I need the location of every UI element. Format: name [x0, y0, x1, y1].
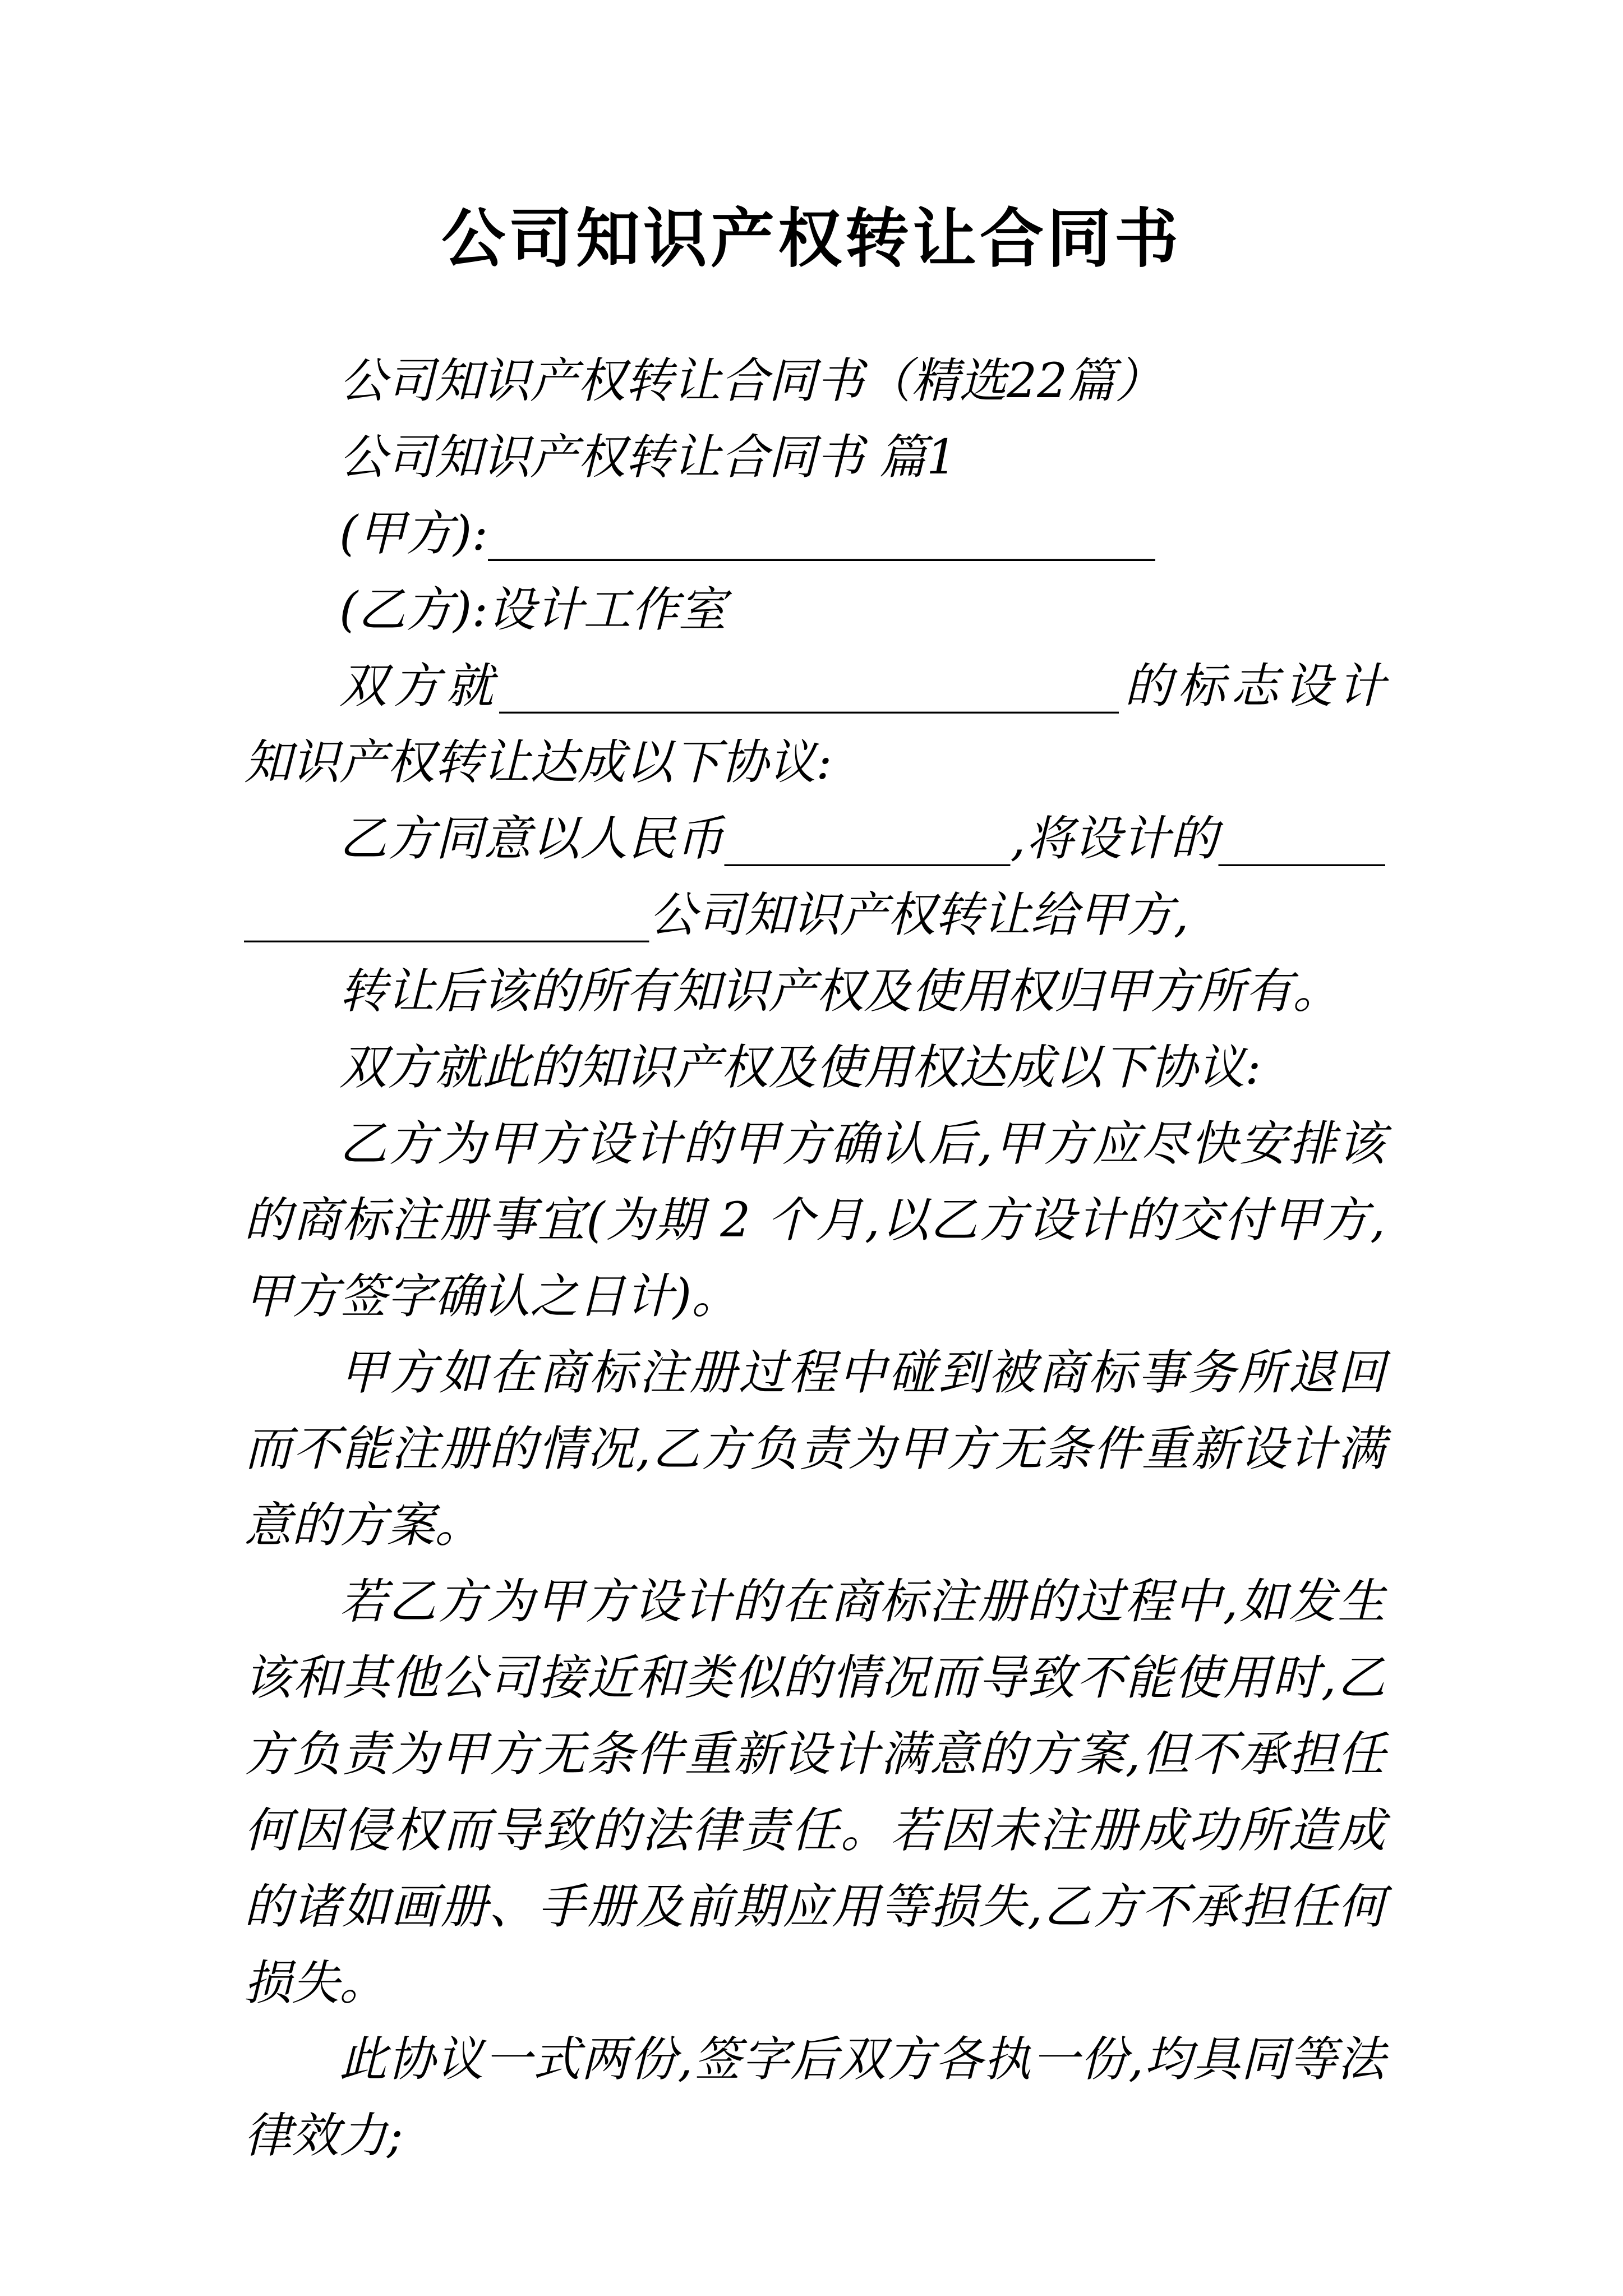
paragraph: (乙方):设计工作室: [339, 582, 726, 638]
paragraph: 此协议一式两份,签字后双方各执一份,均具同等法律效力;: [244, 2032, 1385, 2164]
paragraph: 甲方如在商标注册过程中碰到被商标事务所退回而不能注册的情况,乙方负责为甲方无条件重新设计满意的方案。: [244, 1345, 1385, 1553]
paragraph: (甲方):____________________________: [339, 506, 1155, 562]
paragraph: 双方就此的知识产权及使用权达成以下协议:: [339, 1040, 1261, 1096]
paragraph: 若乙方为甲方设计的在商标注册的过程中,如发生该和其他公司接近和类似的情况而导致不能使用时,乙方负责为甲方无条件重新设计满意的方案,但不承担任何因侵权而导致的法律责任。若因未注册成功所造成的诸如画册、手册及前期应用等损失,乙方不承担任何损失。: [244, 1574, 1385, 2011]
paragraph: 双方就__________________________的标志设计知识产权转让达成以下协议:: [244, 659, 1385, 790]
paragraph: 转让后该的所有知识产权及使用权归甲方所有。: [339, 964, 1341, 1019]
paragraph: 乙方为甲方设计的甲方确认后,甲方应尽快安排该的商标注册事宜(为期 2 个月,以乙方设计的交付甲方,甲方签字确认之日计)。: [244, 1116, 1385, 1324]
paragraph: 公司知识产权转让合同书（精选22篇）: [339, 353, 1163, 409]
document-title: 公司知识产权转让合同书: [441, 201, 1182, 276]
document-body: [244, 343, 1385, 2174]
paragraph: 公司知识产权转让合同书 篇1: [339, 430, 957, 485]
paragraph: 乙方同意以人民币____________,将设计的________________________公司知识产权转让给甲方,: [244, 811, 1385, 943]
